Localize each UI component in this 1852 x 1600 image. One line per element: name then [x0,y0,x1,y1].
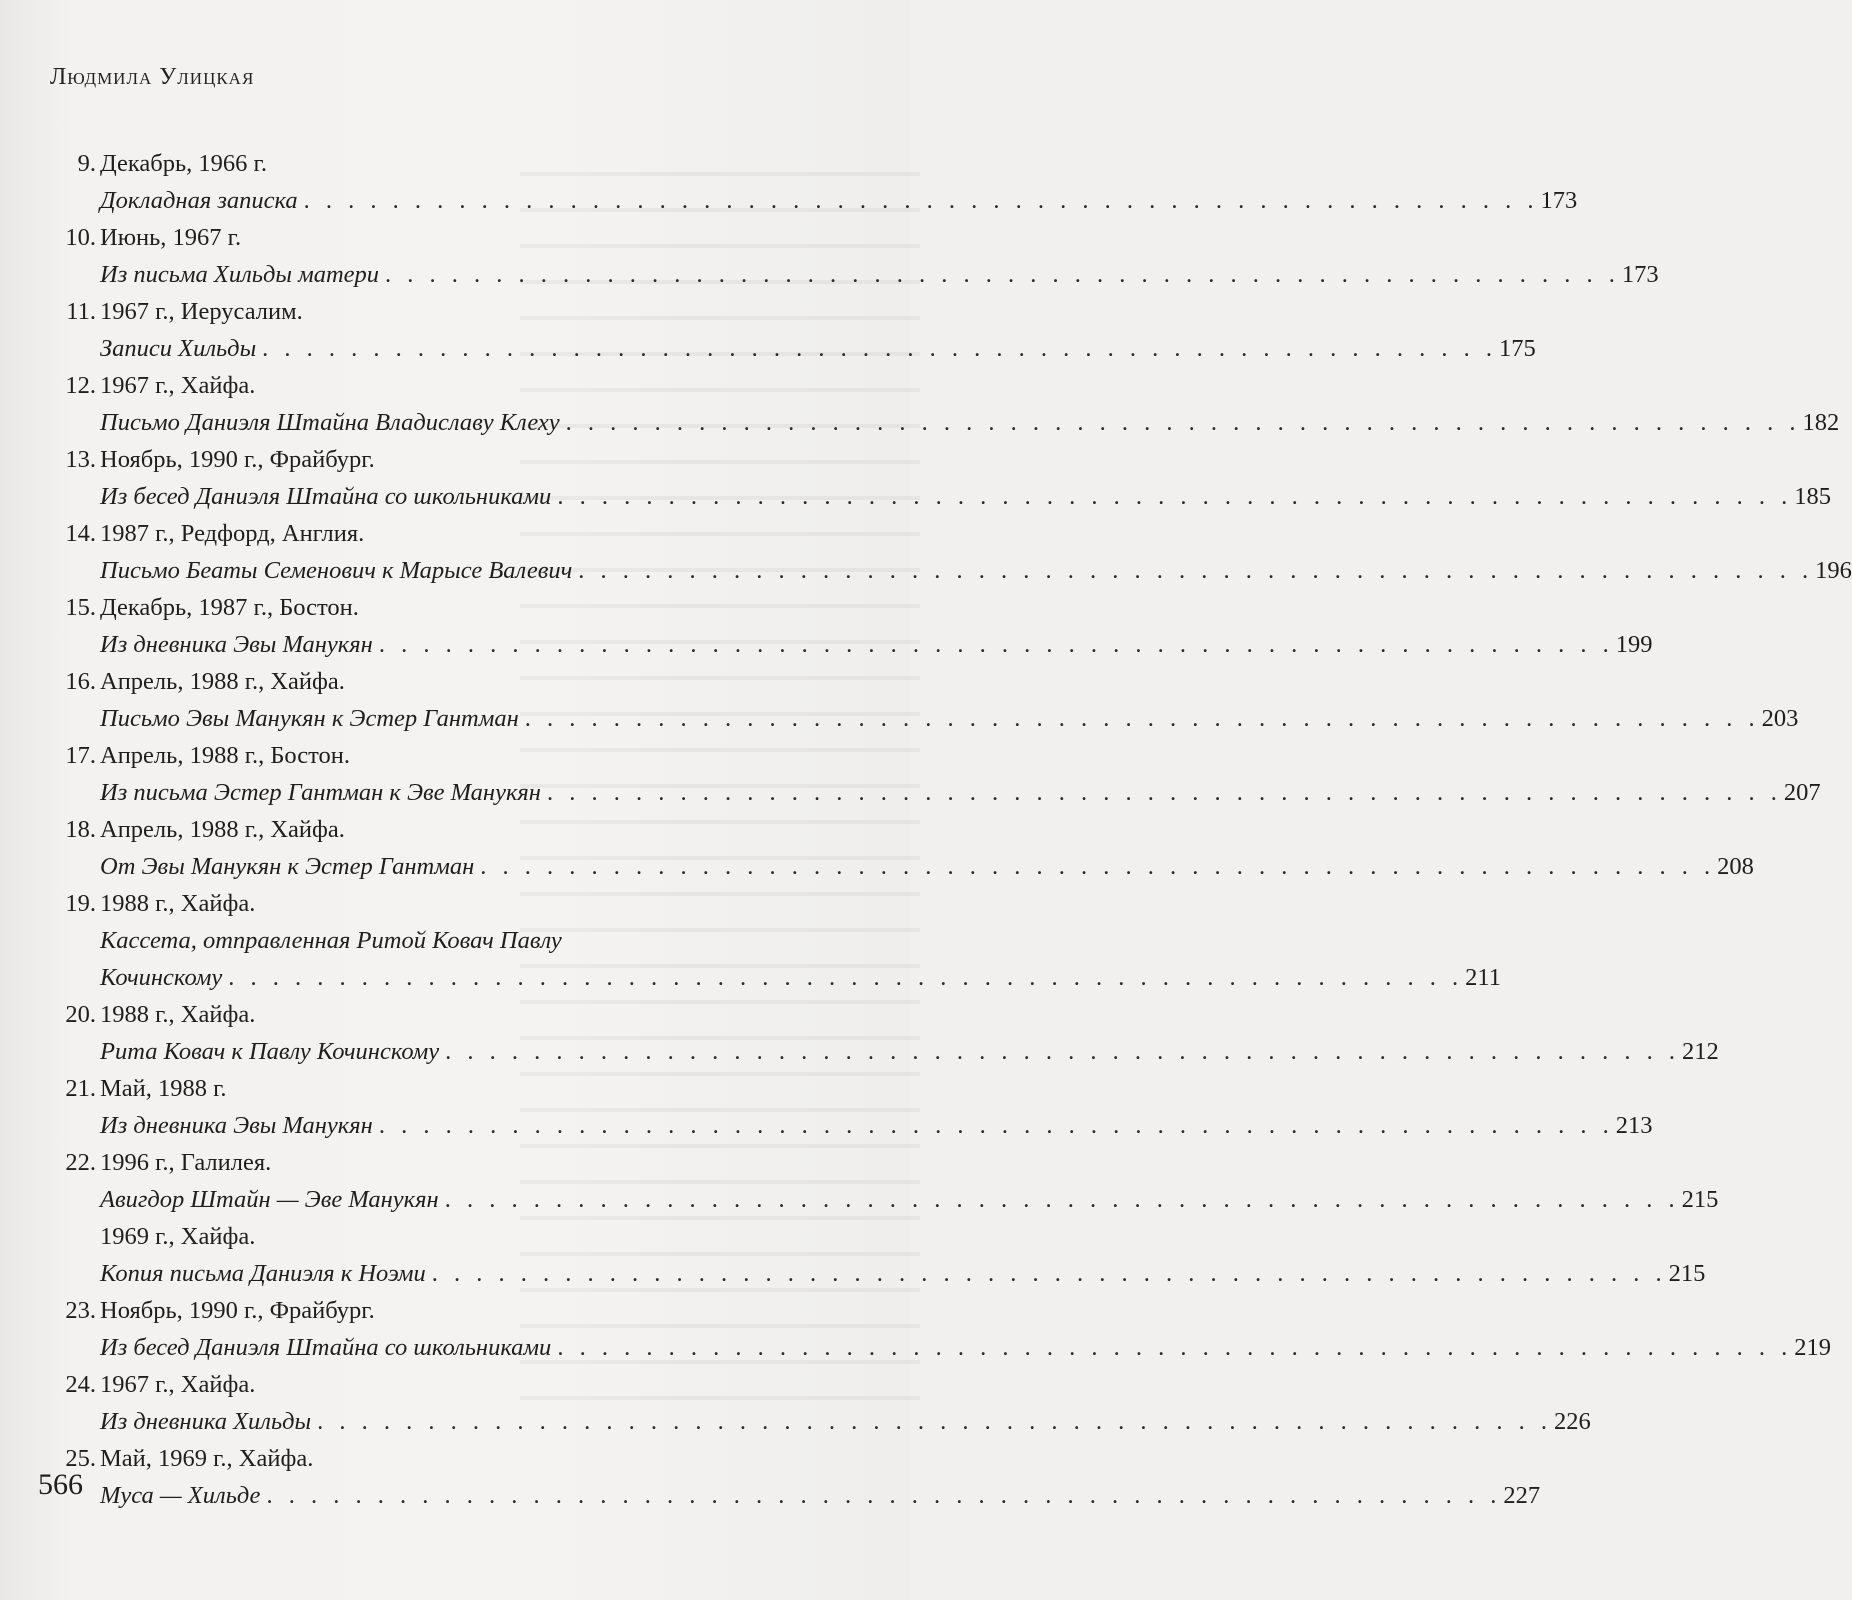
toc-heading-row [0,145,911,182]
dot-leader: . . . . . . . . . . . . . . . . . . . . . . . . . . . . . . . . . . . . . . . . . . . . . . . . . . . . . . . . [480,853,1716,880]
entry-number: 16. [65,668,96,695]
entry-title: Из бесед Даниэля Штайна со школьниками [100,1334,552,1361]
entry-date-place: 1967 г., Хайфа. [100,372,256,399]
entry-title: Докладная записка [100,187,298,214]
entry-number: 10. [65,224,96,251]
toc-heading-row [0,515,911,552]
dot-leader: . . . . . . . . . . . . . . . . . . . . . . . . . . . . . . . . . . . . . . . . . . . . . . . . . . . . . . . . [578,557,1814,584]
entry-date-place: Июнь, 1967 г. [100,224,242,251]
toc-entry-row [0,700,1799,737]
entry-title: Из дневника Эвы Манукян [100,1112,373,1139]
dot-leader: . . . . . . . . . . . . . . . . . . . . . . . . . . . . . . . . . . . . . . . . . . . . . . . . . . . . . . . . [262,335,1498,362]
toc-heading-row [0,885,911,922]
dot-leader: . . . . . . . . . . . . . . . . . . . . . . . . . . . . . . . . . . . . . . . . . . . . . . . . . . . . . . . . [557,1334,1793,1361]
entry-title: Письмо Эвы Манукян к Эстер Гантман [100,705,519,732]
entry-date-place: 1967 г., Иерусалим. [100,298,303,325]
entry-page-number: 196 [1815,557,1852,584]
dot-leader: . . . . . . . . . . . . . . . . . . . . . . . . . . . . . . . . . . . . . . . . . . . . . . . . . . . . . . . . [378,631,1614,658]
entry-date-place: 1987 г., Редфорд, Англия. [100,520,365,547]
toc-heading-row [0,1070,911,1107]
entry-title-line: Кассета, отправленная Ритой Ковач Павлу [100,927,562,954]
dot-leader: . . . . . . . . . . . . . . . . . . . . . . . . . . . . . . . . . . . . . . . . . . . . . . . . . . . . . . . . [546,779,1782,806]
entry-page-number: 203 [1761,705,1799,732]
entry-page-number: 199 [1615,631,1653,658]
page-number: 566 [38,1468,83,1501]
entry-number: 15. [65,594,96,621]
toc-heading-row [0,1440,911,1477]
entry-page-number: 207 [1783,779,1821,806]
entry-page-number: 226 [1553,1408,1591,1435]
toc-entry-row [0,959,1501,996]
entry-title: Муса — Хильде [100,1482,261,1509]
entry-title: Рита Ковач к Павлу Кочинскому [100,1038,440,1065]
toc-heading-row [0,589,911,626]
toc-heading-row [0,367,911,404]
toc-entry-row [0,256,1659,293]
entry-page-number: 208 [1717,853,1754,880]
entry-title: Из дневника Эвы Манукян [100,631,373,658]
toc-entry-row [0,774,1821,811]
dot-leader: . . . . . . . . . . . . . . . . . . . . . . . . . . . . . . . . . . . . . . . . . . . . . . . . . . . . . . . . [557,483,1793,510]
entry-date-place: 1967 г., Хайфа. [100,1371,256,1398]
entry-number: 25. [65,1445,96,1472]
entry-date-place: 1969 г., Хайфа. [100,1223,256,1250]
entry-date-place: Ноябрь, 1990 г., Фрайбург. [100,446,375,473]
entry-title: Копия письма Даниэля к Ноэми [100,1260,426,1287]
entry-page-number: 211 [1465,964,1501,991]
toc-entry-row [0,182,1578,219]
entry-page-number: 215 [1668,1260,1706,1287]
toc-entry-row [0,1181,1719,1218]
toc-heading-row [0,441,911,478]
entry-page-number: 173 [1540,187,1578,214]
entry-title: Кочинскому [100,964,223,991]
toc-entry-row [0,1107,1653,1144]
dot-leader: . . . . . . . . . . . . . . . . . . . . . . . . . . . . . . . . . . . . . . . . . . . . . . . . . . . . . . . . [524,705,1760,732]
table-of-contents [0,145,1852,1514]
entry-number: 9. [77,150,96,177]
toc-entry-row [0,1403,1591,1440]
toc-entry-row [0,478,1831,515]
entry-title: Из бесед Даниэля Штайна со школьниками [100,483,552,510]
entry-title: Письмо Даниэля Штайна Владиславу Клеху [100,409,560,436]
toc-entry-row [0,330,1536,367]
toc-entry-row [0,1255,1706,1292]
entry-title: Из письма Хильды матери [100,261,380,288]
toc-heading-row [0,996,911,1033]
toc-entry-row [0,626,1653,663]
toc-heading-row [0,1366,911,1403]
dot-leader: . . . . . . . . . . . . . . . . . . . . . . . . . . . . . . . . . . . . . . . . . . . . . . . . . . . . . . . . [266,1482,1502,1509]
entry-number: 22. [65,1149,96,1176]
dot-leader: . . . . . . . . . . . . . . . . . . . . . . . . . . . . . . . . . . . . . . . . . . . . . . . . . . . . . . . . [228,964,1464,991]
toc-heading-row [0,811,911,848]
entry-number: 18. [65,816,96,843]
dot-leader: . . . . . . . . . . . . . . . . . . . . . . . . . . . . . . . . . . . . . . . . . . . . . . . . . . . . . . . . [303,187,1539,214]
dot-leader: . . . . . . . . . . . . . . . . . . . . . . . . . . . . . . . . . . . . . . . . . . . . . . . . . . . . . . . . [445,1038,1681,1065]
entry-title: От Эвы Манукян к Эстер Гантман [100,853,475,880]
dot-leader: . . . . . . . . . . . . . . . . . . . . . . . . . . . . . . . . . . . . . . . . . . . . . . . . . . . . . . . . [565,409,1801,436]
running-header: Людмила Улицкая [50,64,255,90]
entry-date-place: Май, 1988 г. [100,1075,227,1102]
entry-number: 17. [65,742,96,769]
entry-date-place: Апрель, 1988 г., Хайфа. [100,668,345,695]
entry-page-number: 185 [1794,483,1831,510]
entry-date-place: 1988 г., Хайфа. [100,890,256,917]
toc-heading-row [0,663,911,700]
entry-title: Письмо Беаты Семенович к Марысе Валевич [100,557,573,584]
entry-page-number: 173 [1621,261,1659,288]
toc-heading-row [0,219,911,256]
entry-date-place: Апрель, 1988 г., Бостон. [100,742,351,769]
toc-entry-row [0,552,1852,589]
entry-page-number: 175 [1499,335,1536,362]
entry-title: Из дневника Хильды [100,1408,312,1435]
entry-page-number: 213 [1615,1112,1653,1139]
toc-heading-row [0,293,911,330]
entry-number: 11. [66,298,96,325]
toc-heading-row [0,1218,911,1255]
entry-title: Записи Хильды [100,335,257,362]
toc-entry-row [0,1329,1831,1366]
entry-number: 12. [65,372,96,399]
entry-number: 14. [65,520,96,547]
toc-heading-row [0,737,911,774]
entry-date-place: Ноябрь, 1990 г., Фрайбург. [100,1297,375,1324]
entry-date-place: Май, 1969 г., Хайфа. [100,1445,314,1472]
entry-date-place: Апрель, 1988 г., Хайфа. [100,816,345,843]
dot-leader: . . . . . . . . . . . . . . . . . . . . . . . . . . . . . . . . . . . . . . . . . . . . . . . . . . . . . . . . [431,1260,1667,1287]
toc-heading-row [0,1144,911,1181]
entry-page-number: 182 [1802,409,1840,436]
dot-leader: . . . . . . . . . . . . . . . . . . . . . . . . . . . . . . . . . . . . . . . . . . . . . . . . . . . . . . . . [317,1408,1552,1435]
toc-entry-row [0,848,1754,885]
entry-page-number: 215 [1681,1186,1719,1213]
entry-page-number: 227 [1503,1482,1541,1509]
toc-heading-row [0,1292,911,1329]
entry-title: Авигдор Штайн — Эве Манукян [100,1186,439,1213]
entry-number: 20. [65,1001,96,1028]
entry-number: 13. [65,446,96,473]
entry-title: Из письма Эстер Гантман к Эве Манукян [100,779,541,806]
dot-leader: . . . . . . . . . . . . . . . . . . . . . . . . . . . . . . . . . . . . . . . . . . . . . . . . . . . . . . . . [385,261,1620,288]
toc-entry-row [0,1477,1541,1514]
entry-date-place: 1988 г., Хайфа. [100,1001,256,1028]
dot-leader: . . . . . . . . . . . . . . . . . . . . . . . . . . . . . . . . . . . . . . . . . . . . . . . . . . . . . . . . [444,1186,1680,1213]
entry-number: 23. [65,1297,96,1324]
entry-page-number: 212 [1682,1038,1719,1065]
toc-entry-row [0,1033,1719,1070]
entry-number: 21. [65,1075,96,1102]
entry-number: 19. [65,890,96,917]
toc-entry-row [0,404,1840,441]
entry-page-number: 219 [1794,1334,1831,1361]
entry-date-place: 1996 г., Галилея. [100,1149,272,1176]
dot-leader: . . . . . . . . . . . . . . . . . . . . . . . . . . . . . . . . . . . . . . . . . . . . . . . . . . . . . . . . [378,1112,1614,1139]
toc-title-continuation-row [0,922,911,959]
entry-date-place: Декабрь, 1966 г. [100,150,267,177]
entry-date-place: Декабрь, 1987 г., Бостон. [100,594,359,621]
entry-number: 24. [65,1371,96,1398]
